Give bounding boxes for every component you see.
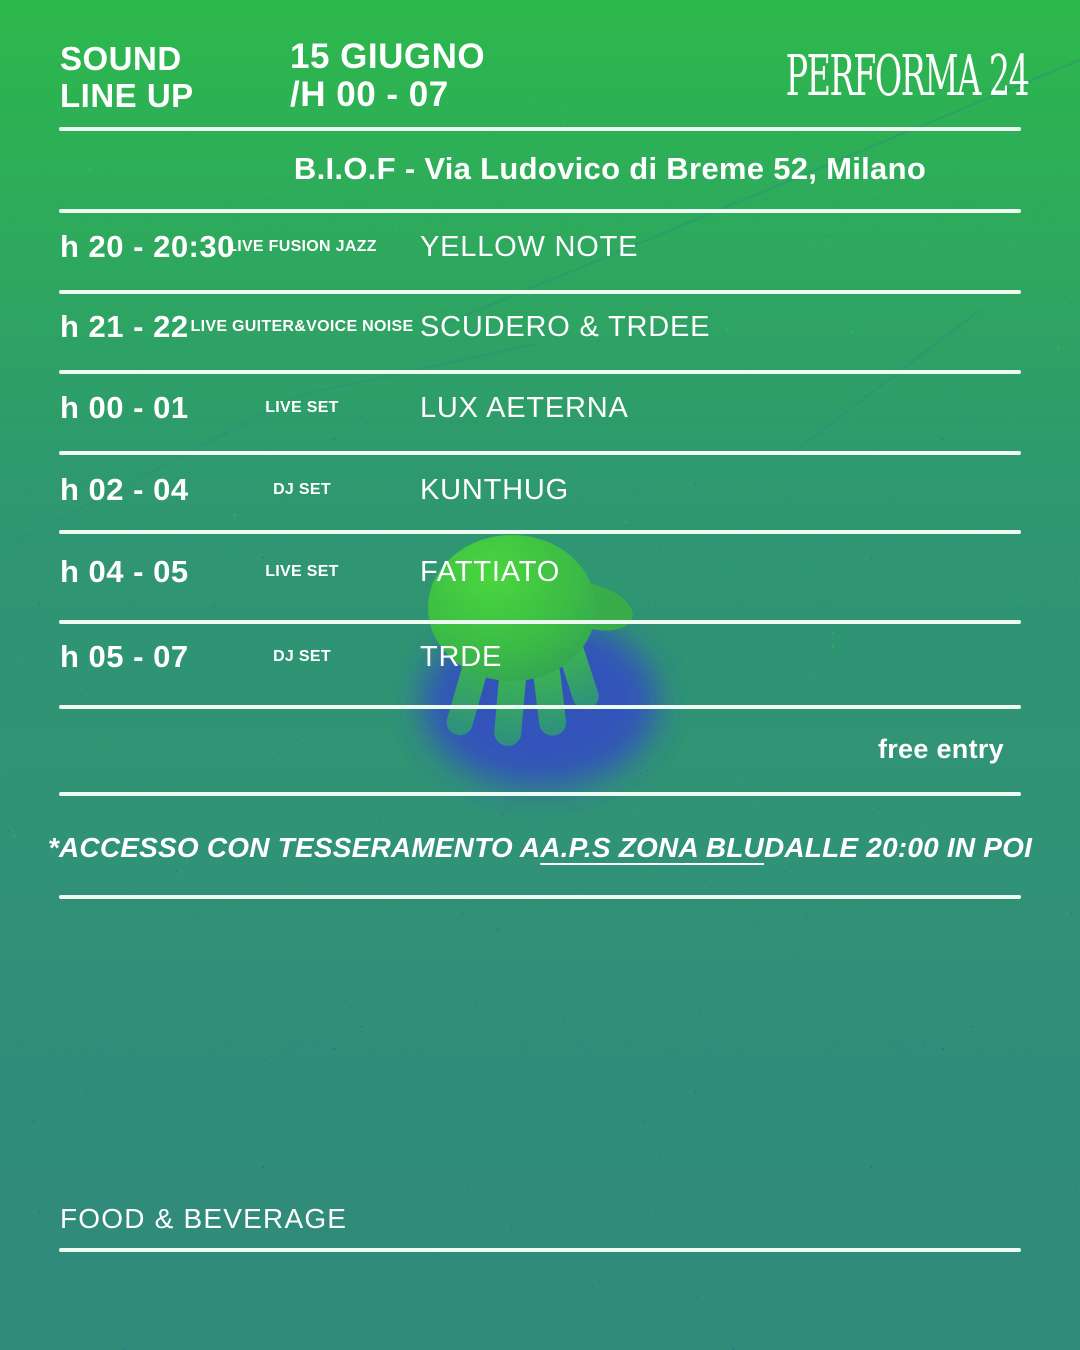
lineup-row — [0, 305, 1080, 349]
lineup-time: h 04 - 05 — [60, 554, 189, 589]
divider-line — [59, 620, 1021, 624]
membership-note-prefix: *ACCESSO CON TESSERAMENTO A — [47, 832, 541, 863]
lineup-time: h 02 - 04 — [60, 472, 189, 507]
poster-title-line1: SOUND — [60, 40, 182, 77]
event-date-line1: 15 GIUGNO — [290, 37, 486, 76]
membership-note — [30, 826, 1050, 870]
divider-line — [59, 370, 1021, 374]
divider-line — [59, 895, 1021, 899]
lineup-artist: KUNTHUG — [420, 473, 569, 506]
lineup-row — [0, 550, 1080, 594]
lineup-artist: FATTIATO — [420, 555, 561, 588]
poster-title-line2: LINE UP — [60, 77, 194, 114]
lineup-row — [0, 225, 1080, 269]
lineup-genre: DJ SET — [273, 481, 331, 498]
lineup-genre: LIVE FUSION JAZZ — [227, 238, 377, 255]
lineup-artist: SCUDERO & TRDEE — [420, 310, 711, 343]
divider-line — [59, 209, 1021, 213]
venue-address: B.I.O.F - Via Ludovico di Breme 52, Milano — [293, 151, 927, 186]
divider-line — [59, 530, 1021, 534]
lineup-time: h 21 - 22 — [60, 309, 189, 344]
lineup-genre: DJ SET — [273, 648, 331, 665]
lineup-row — [0, 635, 1080, 679]
lineup-genre: LIVE GUITER&VOICE NOISE — [190, 318, 414, 335]
divider-line — [59, 792, 1021, 796]
divider-line — [59, 705, 1021, 709]
membership-note-association: A.P.S ZONA BLU — [540, 832, 764, 863]
event-date-line2: /H 00 - 07 — [290, 75, 449, 114]
brand-logo: PERFORMA 24 — [785, 44, 1028, 110]
lineup-time: h 20 - 20:30 — [60, 229, 235, 264]
divider-line — [59, 451, 1021, 455]
membership-note-suffix: DALLE 20:00 IN POI — [763, 832, 1033, 863]
lineup-time: h 00 - 01 — [60, 390, 189, 425]
divider-line — [59, 290, 1021, 294]
event-date — [290, 38, 485, 114]
lineup-row — [0, 468, 1080, 512]
free-entry-label: free entry — [877, 733, 1004, 764]
lineup-artist: YELLOW NOTE — [420, 230, 639, 263]
lineup-time: h 05 - 07 — [60, 639, 189, 674]
lineup-artist: TRDE — [420, 640, 503, 673]
divider-line — [59, 1248, 1021, 1252]
poster-title — [60, 40, 194, 114]
lineup-genre: LIVE SET — [265, 399, 339, 416]
divider-line — [59, 127, 1021, 131]
lineup-artist: LUX AETERNA — [420, 391, 629, 424]
lineup-row — [0, 386, 1080, 430]
lineup-genre: LIVE SET — [265, 563, 339, 580]
food-beverage-label: FOOD & BEVERAGE — [60, 1203, 348, 1234]
